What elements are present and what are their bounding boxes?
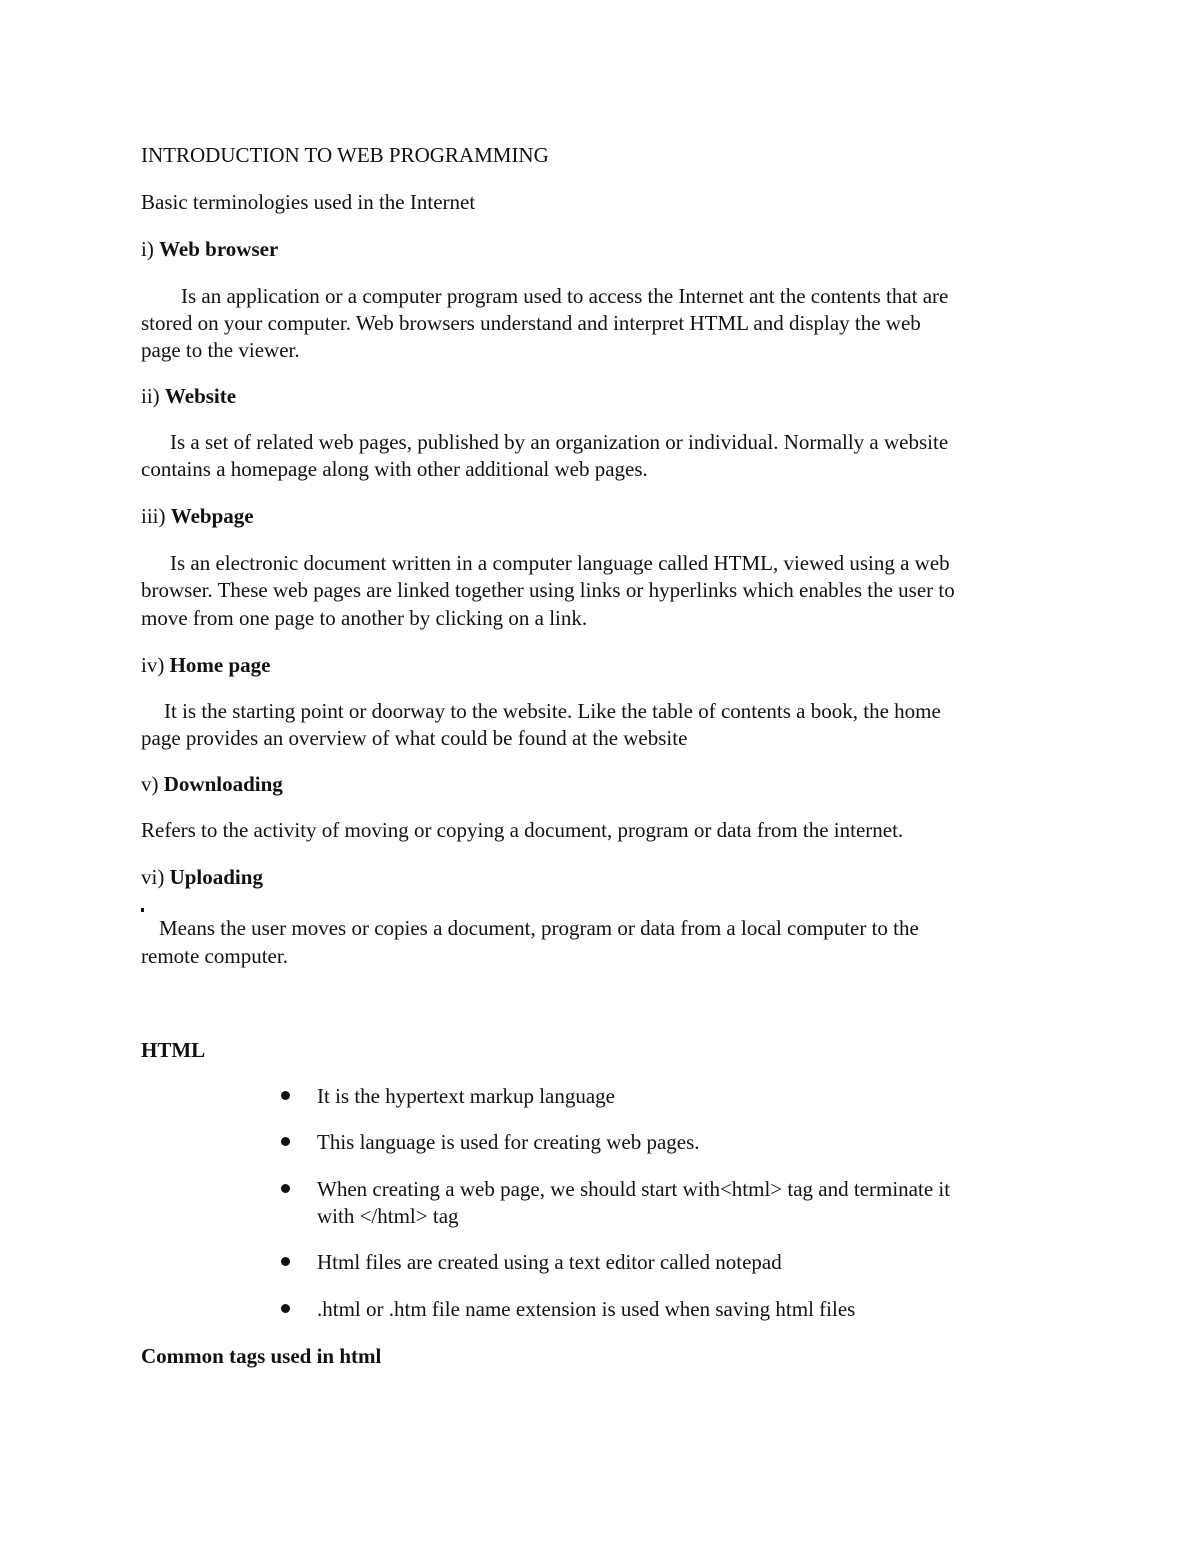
bullet-icon — [281, 1184, 290, 1193]
term-heading-uploading — [141, 864, 263, 891]
bullet-icon — [281, 1091, 290, 1100]
term-number: vi) — [141, 865, 165, 889]
term-definition-line: Means the user moves or copies a document, program or data from a local computer to the — [159, 916, 919, 940]
term-heading-home-page — [141, 652, 270, 679]
term-heading-web-browser — [141, 236, 278, 263]
document-title: INTRODUCTION TO WEB PROGRAMMING — [141, 143, 549, 167]
term-number: ii) — [141, 384, 160, 408]
list-item: It is the hypertext markup language — [317, 1084, 615, 1108]
term-number: iv) — [141, 653, 165, 677]
section-heading-html: HTML — [141, 1038, 206, 1062]
term-number: v) — [141, 772, 159, 796]
bullet-icon — [281, 1137, 290, 1146]
term-definition-line: stored on your computer. Web browsers understand and interpret HTML and display the web — [141, 311, 921, 335]
list-item: When creating a web page, we should start with<html> tag and terminate it — [317, 1177, 951, 1201]
term-definition-line: browser. These web pages are linked together using links or hyperlinks which enables the user to — [141, 578, 955, 602]
term-definition-line: Is a set of related web pages, published by an organization or individual. Normally a website — [170, 430, 949, 454]
term-definition-line: page provides an overview of what could be found at the website — [141, 726, 688, 750]
term-definition-line: page to the viewer. — [141, 338, 300, 362]
term-name: Downloading — [163, 772, 283, 796]
term-heading-website — [141, 383, 236, 410]
list-item-continuation: with </html> tag — [317, 1204, 459, 1228]
term-name: Webpage — [170, 504, 254, 528]
list-item: Html files are created using a text editor called notepad — [317, 1250, 782, 1274]
term-name: Website — [164, 384, 237, 408]
list-item: .html or .htm file name extension is used when saving html files — [317, 1297, 856, 1321]
term-name: Home page — [169, 653, 271, 677]
list-item: This language is used for creating web pages. — [317, 1130, 700, 1154]
term-definition-line: contains a homepage along with other additional web pages. — [141, 457, 648, 481]
bullet-icon — [281, 1257, 290, 1266]
term-definition-line: Is an electronic document written in a computer language called HTML, viewed using a web — [170, 551, 950, 575]
term-definition-line: move from one page to another by clicking on a link. — [141, 606, 588, 630]
term-heading-webpage — [141, 503, 254, 530]
term-number: i) — [141, 237, 154, 261]
term-definition-line: remote computer. — [141, 944, 288, 968]
stray-dot-mark — [141, 908, 144, 912]
term-name: Web browser — [159, 237, 279, 261]
term-definition-line: Refers to the activity of moving or copying a document, program or data from the internet. — [141, 818, 904, 842]
term-number: iii) — [141, 504, 166, 528]
section-heading-common-tags: Common tags used in html — [141, 1344, 382, 1368]
term-name: Uploading — [169, 865, 263, 889]
term-heading-downloading — [141, 771, 283, 798]
bullet-icon — [281, 1304, 290, 1313]
term-definition-line: Is an application or a computer program used to access the Internet ant the contents that are — [181, 284, 949, 308]
document-subtitle: Basic terminologies used in the Internet — [141, 190, 476, 214]
term-definition-line: It is the starting point or doorway to the website. Like the table of contents a book, the home — [164, 699, 941, 723]
